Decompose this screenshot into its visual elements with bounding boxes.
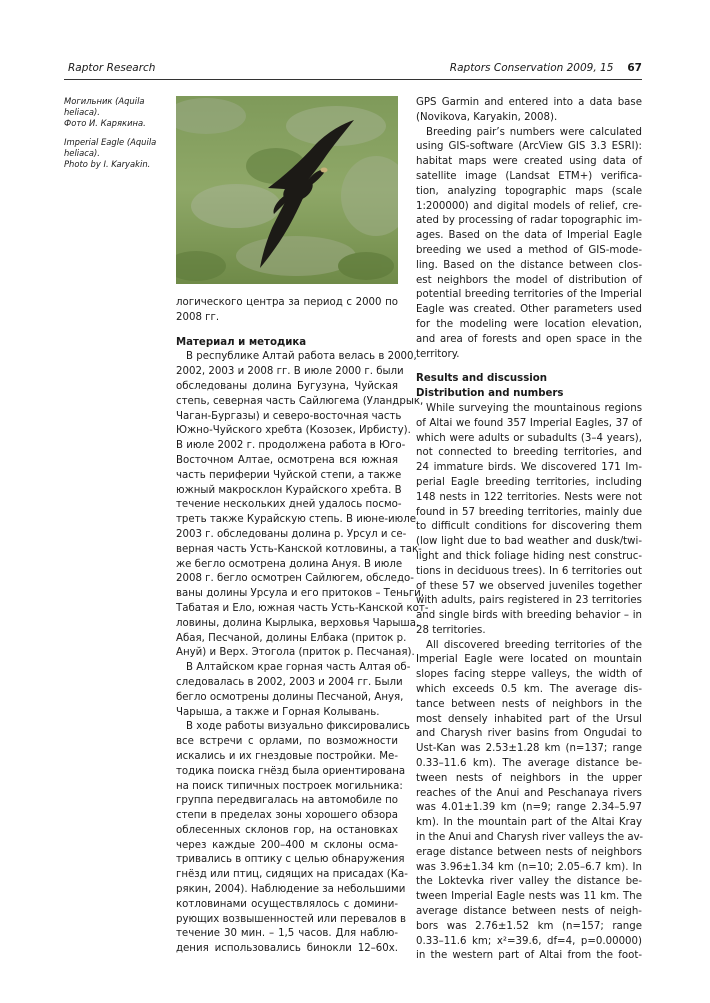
text-line: следовалась в 2002, 2003 и 2004 гг. Были (176, 676, 403, 688)
text-line: на поиск типичных построек могильника: (176, 780, 403, 792)
text-line: Imperial Eagle were located on mountain (416, 654, 642, 666)
text-line: breeding we used a method of GIS-mode- (416, 244, 642, 256)
text-line: степи в пределах зоны хорошего обзора (176, 810, 398, 822)
text-line: and single birds with breeding behavior – in (416, 610, 642, 622)
text-line: Восточном Алтае, осмотрена вся южная (176, 454, 398, 466)
text-line: обследованы долина Бугузуна, Чуйская (176, 380, 398, 392)
text-line: 2008 гг. (176, 311, 220, 323)
text-line: Breeding pair’s numbers were calculated (426, 126, 642, 138)
text-line: of Altai we found 357 Imperial Eagles, 37 of (416, 417, 642, 429)
text-line: Абая, Песчаной, долины Елбака (приток р. (176, 632, 407, 644)
text-line: ваны долины Урсула и его притоков – Теньги, (176, 588, 425, 600)
text-line: which exceeds 0.5 km. The average dis- (416, 684, 642, 696)
text-line: in the western part of Altai from the foot- (416, 950, 642, 962)
text-line: В республике Алтай работа велась в 2000, (186, 351, 417, 363)
paragraph-gap (176, 326, 398, 336)
caption-line: Могильник (Aquila (64, 96, 145, 106)
text-line: All discovered breeding territories of the (426, 639, 642, 651)
text-line: 2003 г. обследованы долина р. Урсул и се- (176, 528, 407, 540)
text-line: 24 immature birds. We discovered 171 Im- (416, 462, 642, 474)
text-line: В ходе работы визуально фиксировались (186, 721, 410, 733)
text-line: (low light due to bad weather and dusk/twi- (416, 536, 642, 548)
eagle-photo (176, 96, 398, 284)
text-line: for the modeling were location elevation, (416, 318, 642, 330)
text-line: тодика поиска гнёзд была ориентирована (176, 765, 406, 777)
eagle-photo-image (176, 96, 398, 284)
text-line: В Алтайском крае горная часть Алтая об- (186, 662, 411, 674)
text-line: степь, северная часть Сайлюгема (Уландрык, (176, 395, 424, 407)
text-line: верная часть Усть-Канской котловины, а так- (176, 543, 422, 555)
section-title: Raptor Research (68, 62, 156, 74)
text-line: to difficult conditions for discovering them (416, 521, 642, 533)
text-line: котловинами осуществлялось с домини- (176, 898, 398, 910)
text-line: tween Imperial Eagle nests was 11 km. The (416, 891, 642, 903)
text-line: через каждые 200–400 м склоны осма- (176, 839, 398, 851)
text-line: Чаган-Бургазы) и северо-восточная часть (176, 410, 402, 422)
text-line: облесенных склонов гор, на остановках (176, 824, 398, 836)
text-line: Eagle was created. Other parameters used (416, 304, 642, 316)
text-line: km). In the mountain part of the Altai Kray (416, 817, 642, 829)
text-line: tween nests of neighbors in the upper (416, 772, 642, 784)
text-line: часть периферии Чуйской степи, а также (176, 469, 402, 481)
english-text-column (416, 96, 642, 964)
text-line: tions in deciduous trees). In 6 territories out (416, 565, 642, 577)
text-line: tion, analyzing topographic maps (scale (416, 185, 642, 197)
text-line: which were adults or subadults (3–4 years), (416, 432, 642, 444)
text-line: habitat maps were created using data of (416, 156, 642, 168)
text-line: течение нескольких дней удалось посмо- (176, 499, 402, 511)
text-line: using GIS-software (ArcView GIS 3.3 ESRI): (416, 141, 642, 153)
text-line: Ануй) и Верх. Этогола (приток р. Песчаная). (176, 647, 415, 659)
text-line: 28 territories. (416, 624, 486, 636)
section-heading: Distribution and numbers (416, 388, 564, 400)
text-line: found in 57 breeding territories, mainly due (416, 506, 642, 518)
text-line: течение 30 мин. – 1,5 часов. Для наблю- (176, 928, 398, 940)
text-line: Чарыша, а также и Горная Колывань. (176, 706, 380, 718)
text-line: ages. Based on the data of Imperial Eagle (416, 230, 642, 242)
text-line: ловины, долина Кырлыка, верховья Чарыша, (176, 617, 420, 629)
text-line: 2008 г. бегло осмотрен Сайлюгем, обследо- (176, 573, 414, 585)
text-line: and area of forests and open space in the (416, 333, 642, 345)
text-line: perial Eagle breeding territories, including (416, 476, 642, 488)
text-line: While surveying the mountainous regions (426, 402, 642, 414)
text-line: not connected to breeding territories, and (416, 447, 642, 459)
text-line: дения использовались бинокли 12–60х. (176, 943, 398, 955)
caption-line: heliaca). (64, 107, 100, 117)
text-line: бегло осмотрены долины Песчаной, Ануя, (176, 691, 404, 703)
text-line: most densely inhabited part of the Ursul (416, 713, 642, 725)
text-line: рякин, 2004). Наблюдение за небольшими (176, 884, 406, 896)
caption-line: Фото И. Карякина. (64, 118, 146, 128)
text-line: 1:200000) and digital models of relief, cre- (416, 200, 642, 212)
running-header (64, 62, 642, 78)
text-line: ated by processing of radar topographic im- (416, 215, 642, 227)
text-line: ling. Based on the distance between clos- (416, 259, 642, 271)
text-line: reaches of the Anui and Peschanaya rivers (416, 787, 642, 799)
text-line: bors was 2.76±1.52 km (n=157; range (416, 920, 642, 932)
page-number: 67 (627, 62, 642, 74)
paragraph-gap (416, 362, 642, 372)
text-line: GPS Garmin and entered into a data base (416, 97, 642, 108)
text-line: 0.33–11.6 km; x²=39.6, df=4, p=0.00000) (416, 935, 642, 947)
text-line: potential breeding territories of the Imperial (416, 289, 642, 301)
text-line: and Charysh river basins from Ongudai to (416, 728, 642, 740)
photo-caption-ru (64, 96, 164, 129)
caption-line: Photo by I. Karyakin. (64, 159, 151, 169)
text-line: was 4.01±1.39 km (n=9; range 2.34–5.97 (416, 802, 642, 814)
text-line: satellite image (Landsat ETM+) verifica- (416, 170, 642, 182)
text-line: est neighbors the model of distribution of (416, 274, 642, 286)
photo-caption-en (64, 137, 164, 170)
text-line: (Novikova, Karyakin, 2008). (416, 111, 558, 123)
journal-name: Raptors Conservation 2009, 15 (449, 62, 614, 74)
text-line: треть также Курайскую степь. В июне-июле (176, 514, 416, 526)
text-line: 0.33–11.6 km). The average distance be- (416, 758, 642, 770)
text-line: tance between nests of neighbors in the (416, 698, 642, 710)
text-line: все встречи с орлами, по возможности (176, 736, 398, 748)
text-line: 2002, 2003 и 2008 гг. В июле 2000 г. были (176, 366, 404, 378)
text-line: Южно-Чуйского хребта (Козозек, Ирбисту). (176, 425, 411, 437)
section-heading: Results and discussion (416, 373, 548, 385)
text-line: of these 57 we observed juveniles together (416, 580, 642, 592)
text-line: Табатая и Ело, южная часть Усть-Канской кот- (176, 602, 429, 614)
caption-line: heliaca). (64, 148, 100, 158)
text-line: with adults, pairs registered in 23 territories (416, 595, 642, 607)
text-line: in the Anui and Charysh river valleys the av- (416, 832, 644, 844)
text-line: рующих возвышенностей или перевалов в (176, 913, 406, 925)
text-line: искались и их гнездовые постройки. Ме- (176, 750, 398, 762)
text-line: the Loktevka river valley the distance be- (416, 876, 642, 888)
text-line: логического центра за период с 2000 по (176, 297, 398, 308)
text-line: гнёзд или птиц, сидящих на присадах (Ка- (176, 869, 408, 881)
text-line: Ust-Kan was 2.53±1.28 km (n=137; range (416, 743, 642, 755)
text-line: territory. (416, 348, 460, 360)
journal-info (450, 62, 642, 74)
text-line: average distance between nests of neigh- (416, 906, 642, 918)
text-line: erage distance between nests of neighbors (416, 846, 642, 858)
text-line: was 3.96±1.34 km (n=10; 2.05–6.7 km). In (416, 861, 642, 873)
header-rule (64, 79, 642, 80)
text-line: тривались в оптику с целью обнаружения (176, 854, 405, 866)
text-line: В июле 2002 г. продолжена работа в Юго- (176, 440, 406, 452)
text-line: же бегло осмотрена долина Ануя. В июле (176, 558, 403, 570)
text-line: группа передвигалась на автомобиле по (176, 795, 398, 807)
text-line: 148 nests in 122 territories. Nests were not (416, 491, 642, 503)
caption-line: Imperial Eagle (Aquila (64, 137, 157, 147)
text-line: slopes facing steppe valleys, the width of (416, 669, 642, 681)
section-heading: Материал и методика (176, 336, 307, 348)
text-line: light and thick foliage hiding nest construc- (416, 550, 642, 562)
russian-text-column (176, 296, 429, 957)
text-line: южный макросклон Курайского хребта. В (176, 484, 402, 496)
